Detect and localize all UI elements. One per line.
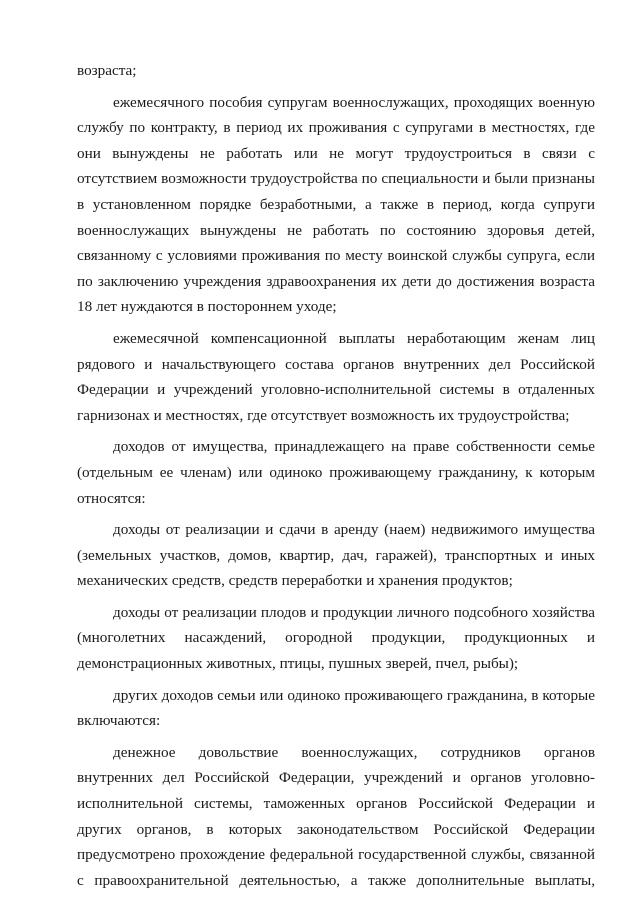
paragraph-age-fragment: возраста; (77, 62, 137, 79)
paragraph-household-income: доходы от реализации плодов и продукции личного подсобного хозяйства (многолетних насаждений, огородной продукции, продукционных и демонстрационных животных, птицы, пушных зверей, пчел, рыбы); (77, 603, 595, 673)
document-body (77, 58, 595, 899)
paragraph-real-estate-income: доходы от реализации и сдачи в аренду (наем) недвижимого имущества (земельных участков, домов, квартир, дач, гаражей), транспортных и иных механических средств, средств переработки и хранения продуктов; (77, 521, 595, 590)
paragraph-spouse-allowance: ежемесячного пособия супругам военнослужащих, проходящих военную службу по контракту, в период их проживания с супругами в местностях, где они вынуждены не работать или не могут трудоустроиться в связи с отсутствием возможности трудоустройства по специальности и были признаны в установленном порядке безработными, а также в период, когда супруги военнослужащих вынуждены не работать по состоянию здоровья детей, связанному с условиями проживания по месту воинской службы супруга, если по заключению учреждения здравоохранения их дети до достижения возраста 18 лет нуждаются в постороннем уходе; (77, 93, 595, 316)
paragraph-other-income: других доходов семьи или одиноко проживающего гражданина, в которые включаются: (77, 686, 595, 730)
paragraph-property-income: доходов от имущества, принадлежащего на праве собственности семье (отдельным ее членам) или одиноко проживающему гражданину, к которым относятся: (77, 438, 595, 507)
paragraph-compensation-payment: ежемесячной компенсационной выплаты неработающим женам лиц рядового и начальствующего состава органов внутренних дел Российской Федерации и учреждений уголовно-исполнительной системы в отдаленных гарнизонах и местностях, где отсутствует возможность их трудоустройства; (77, 329, 595, 424)
paragraph-allowance-servicemen: денежное довольствие военнослужащих, сотрудников органов внутренних дел Российской Федерации, учреждений и органов уголовно-исполнительной системы, таможенных органов Российской Федерации и других органов, в которых законодательством Российской Федерации предусмотрено прохождение федеральной государственной службы, связанной с правоохранительной деятельностью, а также дополнительные выплаты, (77, 743, 595, 889)
